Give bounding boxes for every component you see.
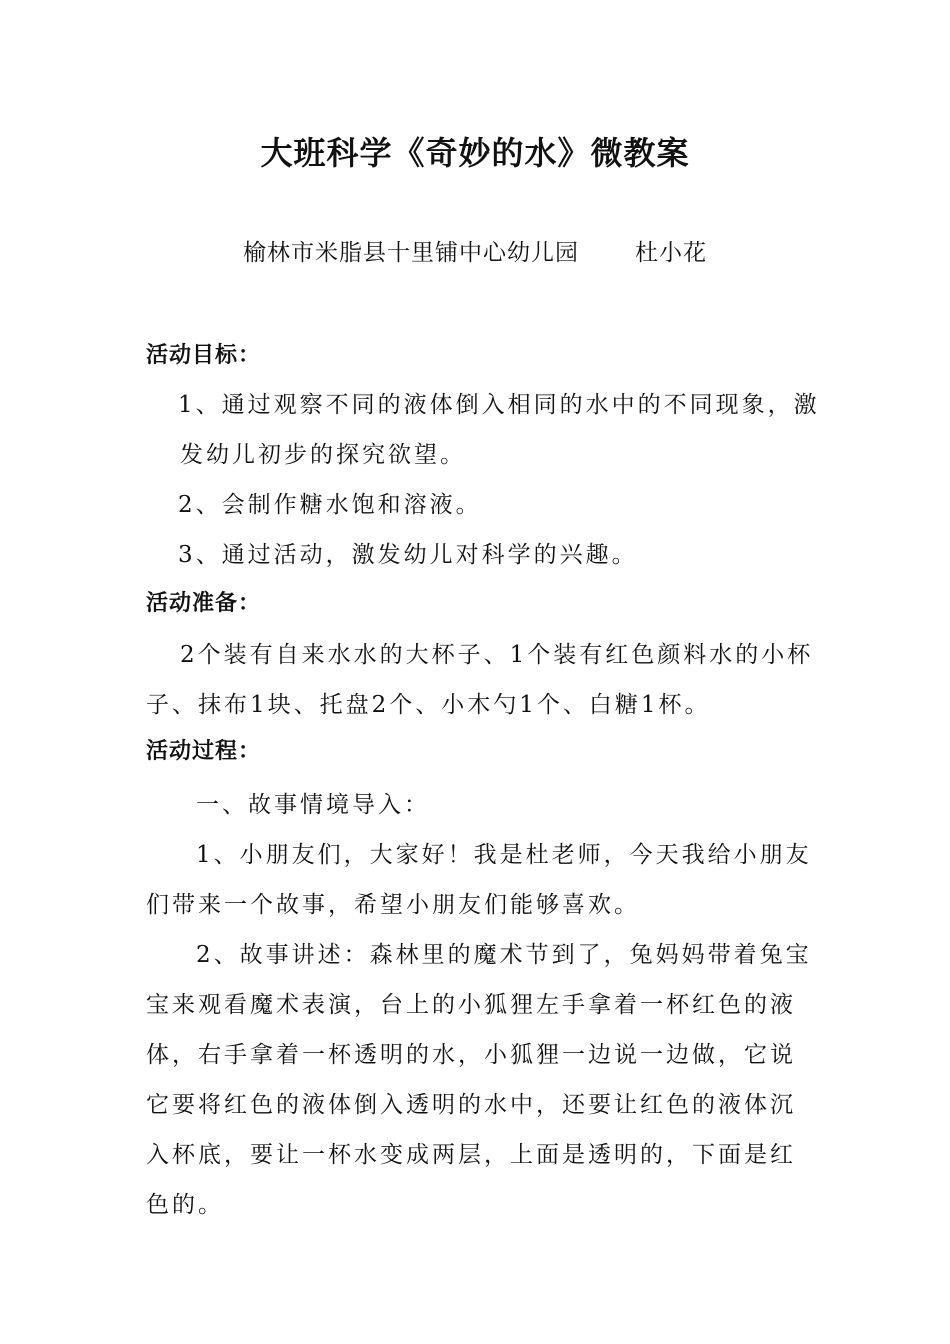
process-paragraph-2-line-4: 它要将红色的液体倒入透明的水中，还要让红色的液体沉 [146, 1092, 796, 1118]
goal-item-2: 2、会制作糖水饱和溶液。 [178, 492, 482, 518]
process-heading: 活动过程： [146, 739, 262, 764]
author-line [0, 234, 950, 267]
process-paragraph-2-line-2: 宝来观看魔术表演，台上的小狐狸左手拿着一杯红色的液 [146, 992, 796, 1018]
process-section-1: 一、故事情境导入： [196, 792, 430, 818]
process-paragraph-1-line-2: 们带来一个故事，希望小朋友们能够喜欢。 [146, 892, 640, 918]
process-paragraph-2-line-1: 2、故事讲述：森林里的魔术节到了，兔妈妈带着兔宝 [196, 942, 812, 968]
process-paragraph-2-line-5: 入杯底，要让一杯水变成两层，上面是透明的，下面是红 [146, 1142, 796, 1168]
goals-heading: 活动目标： [146, 343, 262, 368]
preparation-line-1: 2个装有自来水水的大杯子、1个装有红色颜料水的小杯 [180, 642, 814, 668]
process-paragraph-1-line-1: 1、小朋友们，大家好！我是杜老师，今天我给小朋友 [196, 842, 812, 868]
author-name: 杜小花 [635, 240, 707, 266]
goal-item-1-line-1: 1、通过观察不同的液体倒入相同的水中的不同现象，激 [178, 392, 820, 418]
preparation-heading: 活动准备： [146, 591, 262, 616]
document-title: 大班科学《奇妙的水》微教案 [260, 134, 690, 172]
process-paragraph-2-line-6: 色的。 [146, 1192, 224, 1218]
goal-item-1-line-2: 发幼儿初步的探究欲望。 [180, 442, 466, 468]
preparation-line-2: 子、抹布1块、托盘2个、小木勺1个、白糖1杯。 [146, 692, 711, 718]
author-school: 榆林市米脂县十里铺中心幼儿园 [243, 240, 579, 266]
goal-item-3: 3、通过活动，激发幼儿对科学的兴趣。 [178, 542, 638, 568]
process-paragraph-2-line-3: 体，右手拿着一杯透明的水，小狐狸一边说一边做，它说 [146, 1042, 796, 1068]
